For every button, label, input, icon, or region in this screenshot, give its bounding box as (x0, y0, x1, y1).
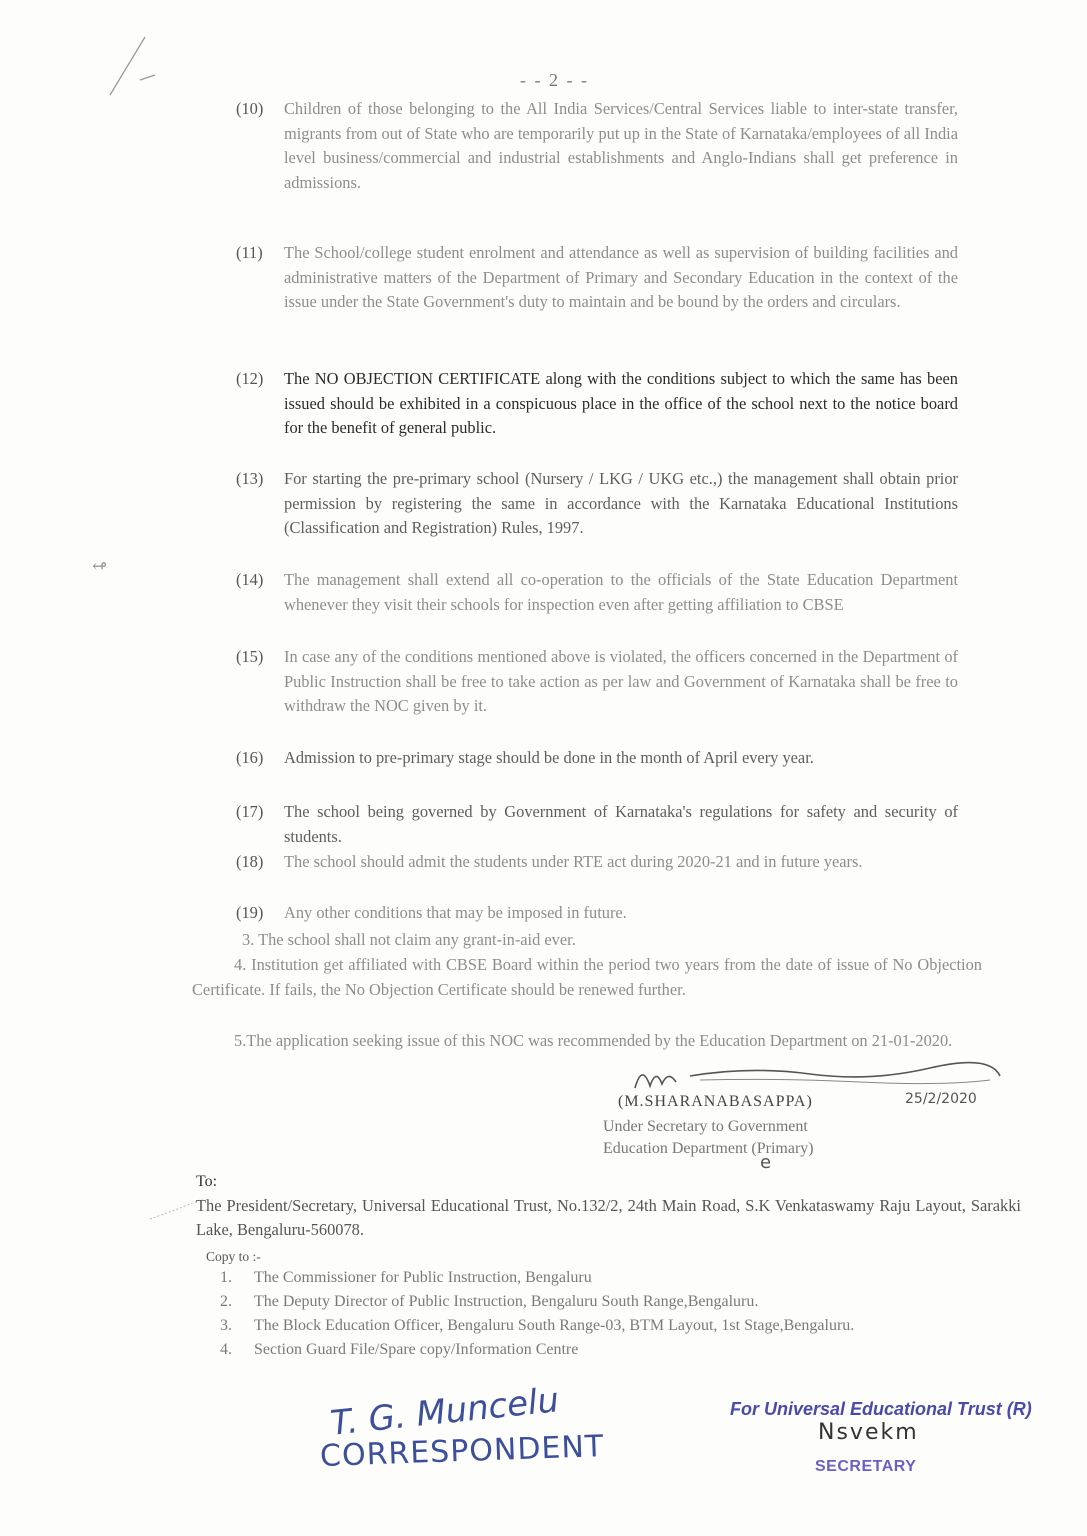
condition-16: (16) Admission to pre-primary stage should be done in the month of April every year. (236, 748, 814, 767)
trust-stamp: For Universal Educational Trust (R) (730, 1399, 1032, 1419)
condition-14: (14) The management shall extend all co-operation to the officials of the State Education Department whenever they visit their schools for inspection even after getting affiliation to CBSE (236, 570, 958, 614)
copy-to-item: 4. Section Guard File/Spare copy/Information Centre (220, 1341, 579, 1358)
scan-mark-icon (100, 35, 160, 105)
signatory-name: (M.SHARANABASAPPA) (618, 1093, 813, 1110)
secretary-signature: Nsvekm (818, 1420, 919, 1445)
signature-date: 25/2/2020 (905, 1091, 977, 1107)
page-number: - - 2 - - (520, 70, 589, 90)
paragraph-5: 5.The application seeking issue of this NOC was recommended by the Education Department on 21-01-2020. (234, 1031, 953, 1050)
condition-11: (11) The School/college student enrolment and attendance as well as supervision of building facilities and administrative matters of the Department of Primary and Secondary Education in the context of the issue under the State Government's duty to maintain and be bound by the orders and circulars. (236, 243, 958, 312)
initial-mark: e (760, 1152, 772, 1173)
to-label: To: (196, 1173, 218, 1190)
copy-to-list (220, 1266, 1020, 1362)
condition-17: (17) The school being governed by Government of Karnataka's regulations for safety and security of students. (236, 802, 958, 846)
paragraph-3: 3. The school shall not claim any grant-in-aid ever. (242, 930, 576, 949)
copy-to-label: Copy to :- (206, 1249, 261, 1264)
condition-10: (10) Children of those belonging to the All India Services/Central Services liable to inter-state transfer, migrants from out of State who are temporarily put up in the State of Karnataka/employees of all India level business/commercial and industrial establishments and Anglo-Indians shall get preference in admissions. (236, 99, 958, 192)
condition-12: (12) The NO OBJECTION CERTIFICATE along with the conditions subject to which the same has been issued should be exhibited in a conspicuous place in the office of the school next to the notice board for the benefit of general public. (236, 369, 958, 438)
correspondent-label: CORRESPONDENT (319, 1429, 605, 1474)
condition-15: (15) In case any of the conditions mentioned above is violated, the officers concerned in the Department of Public Instruction shall be free to take action as per law and Government of Karnataka shall be free to withdraw the NOC given by it. (236, 647, 958, 716)
scan-blot-icon: ↫ (92, 556, 108, 576)
copy-to-item: 1. The Commissioner for Public Instruction, Bengaluru (220, 1269, 592, 1286)
correspondent-signature: T. G. Muncelu (328, 1380, 561, 1444)
copy-to-item: 2. The Deputy Director of Public Instruction, Bengaluru South Range,Bengaluru. (220, 1293, 759, 1310)
condition-13: (13) For starting the pre-primary school (Nursery / LKG / UKG etc.,) the management shall obtain prior permission by registering the same in accordance with the Karnataka Educational Institutions (Classification and Registration) Rules, 1997. (236, 469, 958, 538)
condition-19: (19) Any other conditions that may be imposed in future. (236, 903, 627, 922)
signatory-department: Education Department (Primary) (603, 1140, 814, 1157)
copy-to-item: 3. The Block Education Officer, Bengaluru South Range-03, BTM Layout, 1st Stage,Bengaluru. (220, 1317, 855, 1334)
recipient-address: The President/Secretary, Universal Educational Trust, No.132/2, 24th Main Road, S.K Venkataswamy Raju Layout, Sarakki Lake, Bengaluru-560078. (196, 1196, 1021, 1239)
paragraph-4: 4. Institution get affiliated with CBSE Board within the period two years from the date of issue of No Objection Certificate. If fails, the No Objection Certificate should be renewed further. (192, 955, 982, 999)
condition-18: (18) The school should admit the students under RTE act during 2020-21 and in future years. (236, 852, 863, 871)
secretary-stamp: SECRETARY (815, 1458, 917, 1475)
signatory-title: Under Secretary to Government (603, 1118, 808, 1135)
